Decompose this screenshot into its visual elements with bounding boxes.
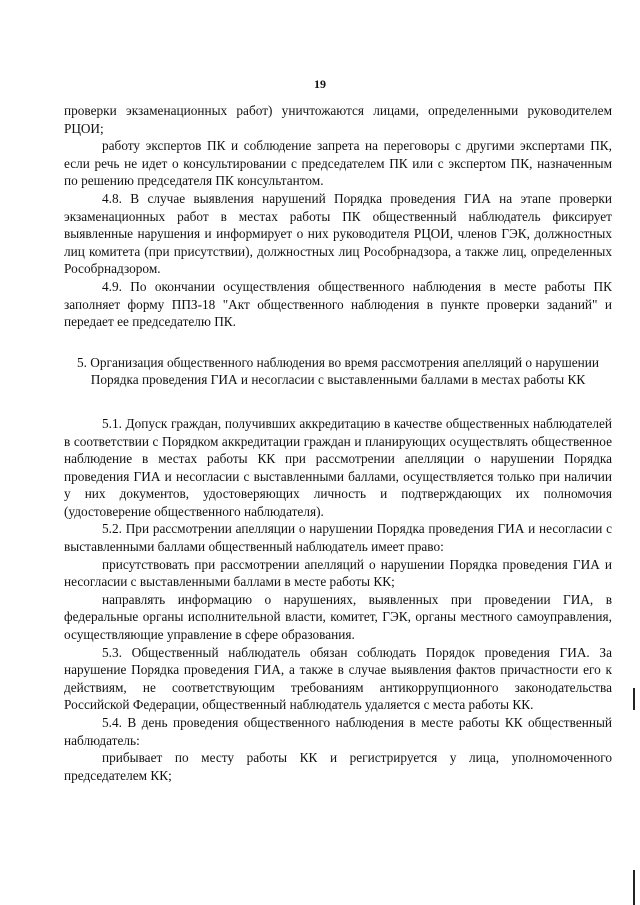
paragraph-p-5-2-a: присутствовать при рассмотрении апелляций о нарушении Порядка проведения ГИА и несогласии с выставленными баллами в месте работы КК; xyxy=(64,556,612,590)
margin-scan-mark xyxy=(633,870,635,905)
paragraph-p-5-4-a: прибывает по месту работы КК и регистрируется у лица, уполномоченного председателем КК; xyxy=(64,750,612,783)
paragraph-p-5-1: 5.1. Допуск граждан, получивших аккредитацию в качестве общественных наблюдателей в соответствии с Порядком аккредитации граждан и планирующих осуществлять общественное наблюдение в местах работы КК при рассмотрении апелляции о нарушении Порядка проведения ГИА и несогласии с выставленными баллами, осуществляется только при наличии у них документов, удостоверяющих личность и подтверждающих их полномочия (удостоверение общественного наблюдателя). xyxy=(64,415,612,519)
page-number: 19 xyxy=(314,77,326,91)
paragraph-p-5-2-b: направлять информацию о нарушениях, выявленных при проведении ГИА, в федеральные органы исполнительной власти, комитет, ГЭК, органы местного самоуправления, осуществляющие управление в сфере образования. xyxy=(64,591,612,643)
document-body xyxy=(64,102,612,784)
paragraph-p-4-8: 4.8. В случае выявления нарушений Порядка проведения ГИА на этапе проверки экзаменационных работ в местах работы ПК общественный наблюдатель фиксирует выявленные нарушения и информирует о них руководителя РЦОИ, членов ГЭК, должностных лиц комитета (при присутствии), должностных лиц Рособрнадзора, а также лиц, определенных Рособрнадзором. xyxy=(64,190,612,277)
paragraph-cont: проверки экзаменационных работ) уничтожаются лицами, определенными руководителем РЦОИ; xyxy=(64,103,612,136)
paragraphs-after-heading xyxy=(64,415,612,784)
paragraph-p-5-4: 5.4. В день проведения общественного наблюдения в месте работы КК общественный наблюдатель: xyxy=(64,715,612,748)
paragraphs-before-heading xyxy=(64,102,612,331)
paragraph-p-5-2: 5.2. При рассмотрении апелляции о нарушении Порядка проведения ГИА и несогласии с выставленными баллами общественный наблюдатель имеет право: xyxy=(64,521,612,555)
margin-scan-mark xyxy=(633,688,635,710)
paragraph-p-5-3: 5.3. Общественный наблюдатель обязан соблюдать Порядок проведения ГИА. За нарушение Порядка проведения ГИА, а также в случае выявления фактов причастности его к действиям, не соответствующим требованиям антикоррупционного законодательства Российской Федерации, общественный наблюдатель удаляется с места работы КК. xyxy=(64,644,612,713)
section-heading: 5. Организация общественного наблюдения во время рассмотрения апелляций о нарушении Порядка проведения ГИА и несогласии с выставленными баллами в местах работы КК xyxy=(76,354,599,388)
paragraph-p-work: работу экспертов ПК и соблюдение запрета на переговоры с другими экспертами ПК, если речь не идет о консультировании с председателем ПК или с экспертом ПК, назначенным по решению председателя ПК консультантом. xyxy=(64,138,612,189)
paragraph-p-4-9: 4.9. По окончании осуществления общественного наблюдения в месте работы ПК заполняет форму ППЗ-18 "Акт общественного наблюдения в пункте проверки заданий" и передает ее председателю ПК. xyxy=(64,278,612,330)
